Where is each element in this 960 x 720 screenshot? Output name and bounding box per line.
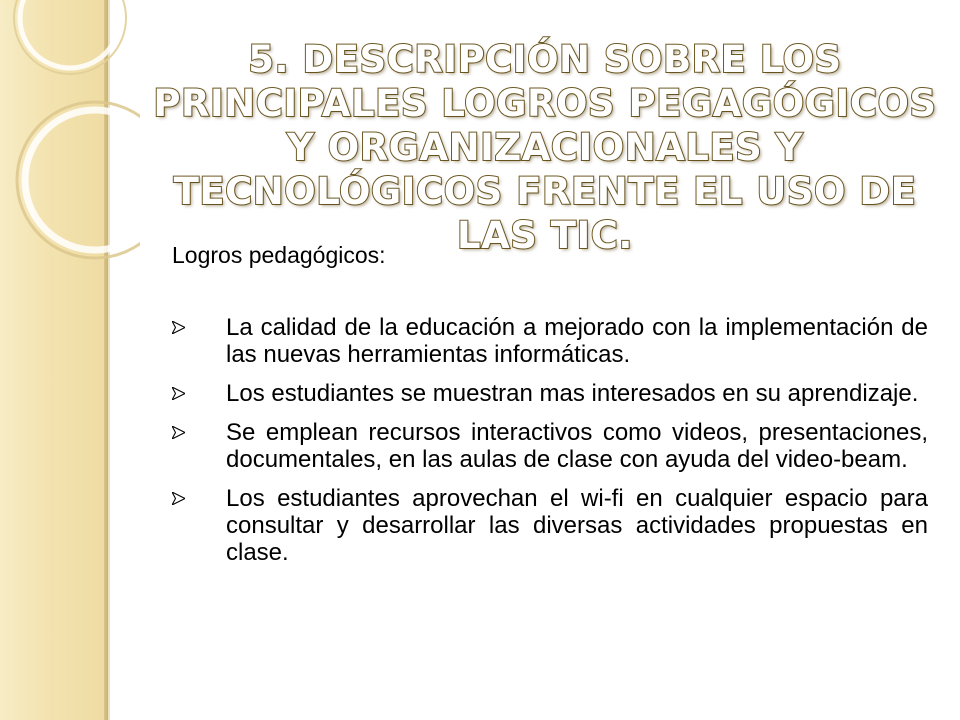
slide-title: 5. DESCRIPCIÓN SOBRE LOS PRINCIPALES LOGROS PEGAGÓGICOS Y ORGANIZACIONALES Y TECNOLÓGICOS FRENTE EL USO DE LAS TIC. [153, 38, 937, 257]
bullet-text: Los estudiantes se muestran mas interesados en su aprendizaje. [226, 380, 919, 407]
bullet-text: Se emplean recursos interactivos como videos, presentaciones, documentales, en las aulas de clase con ayuda del video-beam. [226, 419, 928, 473]
arrowhead-bullet-icon [172, 387, 185, 400]
bullet-item [172, 485, 928, 566]
bullet-item [172, 419, 928, 473]
arrowhead-bullet-icon [172, 426, 185, 439]
arrowhead-bullet-icon [172, 492, 185, 505]
bullet-item [172, 380, 928, 407]
side-divider-highlight [108, 0, 110, 720]
bullet-list [172, 314, 928, 578]
arrowhead-bullet-icon [172, 321, 185, 334]
bullet-item [172, 314, 928, 368]
bullet-text: La calidad de la educación a mejorado con la implementación de las nuevas herramientas informáticas. [226, 314, 928, 368]
section-heading: Logros pedagógicos: [172, 242, 386, 268]
bullet-text: Los estudiantes aprovechan el wi-fi en cualquier espacio para consultar y desarrollar las diversas actividades propuestas en clase. [226, 485, 928, 566]
side-band [0, 0, 104, 720]
